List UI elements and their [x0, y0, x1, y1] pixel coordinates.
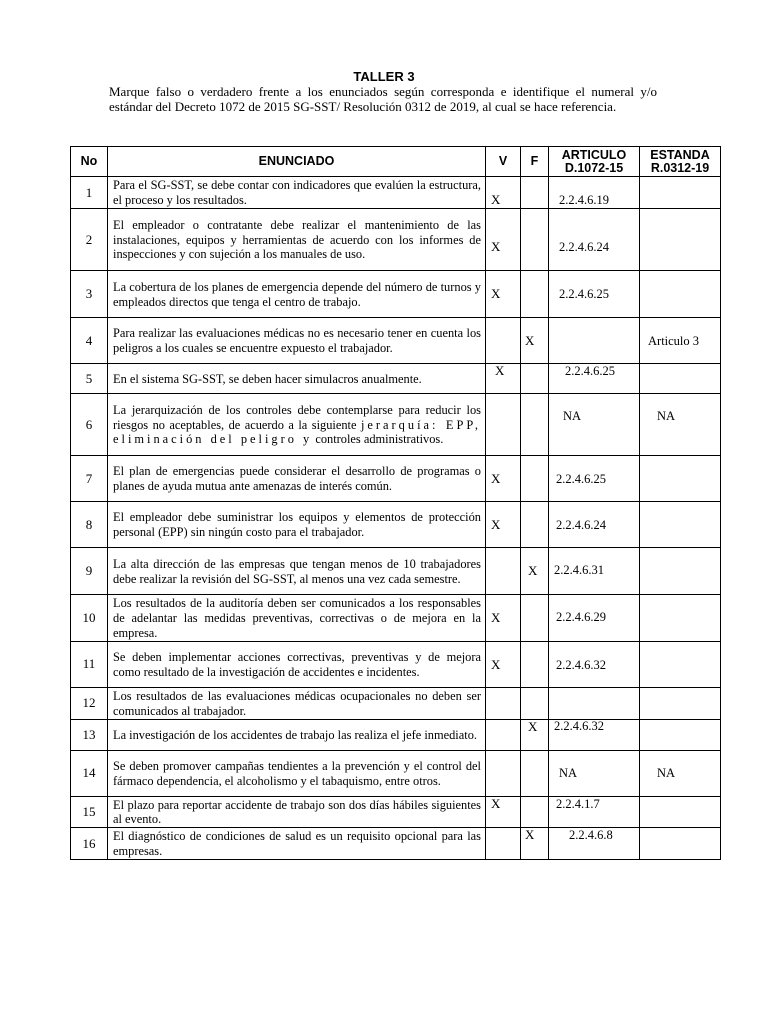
header-enunciado: ENUNCIADO: [108, 147, 486, 177]
row-v-cell: [486, 548, 521, 595]
header-articulo-line1: ARTICULO: [561, 147, 627, 162]
row-estandar: [640, 177, 721, 209]
row-v-cell: [486, 796, 521, 828]
row-statement: El plazo para reportar accidente de trabajo son dos días hábiles siguientes al evento.: [108, 796, 486, 828]
row-number: 6: [71, 394, 108, 456]
row-number: 14: [71, 750, 108, 796]
header-estandar: [640, 147, 721, 177]
table-row: [71, 364, 721, 394]
row-articulo-text: 2.2.4.6.24: [556, 518, 606, 532]
row-number: 9: [71, 548, 108, 595]
row-articulo: [549, 641, 640, 687]
table-row: [71, 456, 721, 502]
row-statement-part1: La jerarquización de los controles debe contemplarse para reducir los riesgos no aceptables, de acuerdo a la siguiente: [113, 402, 481, 432]
table-row: [71, 502, 721, 548]
header-f: F: [521, 147, 549, 177]
row-articulo: [549, 318, 640, 364]
row-number: 12: [71, 687, 108, 719]
table-row: [71, 687, 721, 719]
row-v-mark: X: [491, 795, 501, 811]
row-articulo: [549, 548, 640, 595]
row-v-cell: [486, 719, 521, 750]
row-articulo: [549, 502, 640, 548]
row-number: 4: [71, 318, 108, 364]
table-row: [71, 641, 721, 687]
questions-table: [70, 146, 721, 860]
row-statement: El empleador o contratante debe realizar el mantenimiento de las instalaciones, equipos y herramientas de acuerdo con los informes de inspecciones y con sujeción a los manuales de uso.: [108, 209, 486, 271]
row-number: 5: [71, 364, 108, 394]
row-statement: Los resultados de la auditoría deben ser comunicados a los responsables de adelantar las medidas preventivas, correctivas o de mejora en la empresa.: [108, 595, 486, 642]
row-number: 7: [71, 456, 108, 502]
row-f-cell: [521, 719, 549, 750]
row-statement: El diagnóstico de condiciones de salud es un requisito opcional para las empresas.: [108, 828, 486, 860]
row-articulo-text: 2.2.4.6.8: [569, 828, 613, 843]
row-number: 13: [71, 719, 108, 750]
row-statement: Los resultados de las evaluaciones médicas ocupacionales no deben ser comunicados al trabajador.: [108, 687, 486, 719]
row-statement: En el sistema SG-SST, se deben hacer simulacros anualmente.: [108, 364, 486, 394]
row-statement-part3: controles administrativos.: [315, 432, 444, 447]
row-f-cell: [521, 502, 549, 548]
row-articulo: [549, 595, 640, 642]
row-number: 11: [71, 641, 108, 687]
row-statement: Para realizar las evaluaciones médicas no es necesario tener en cuenta los peligros a los cuales se encuentre expuesto el trabajador.: [108, 318, 486, 364]
row-estandar: [640, 548, 721, 595]
header-v: V: [486, 147, 521, 177]
header-articulo-line2: D.1072-15: [564, 160, 624, 175]
row-articulo-text: 2.2.4.6.19: [559, 193, 609, 207]
row-number: 2: [71, 209, 108, 271]
row-articulo-text: 2.2.4.6.25: [556, 472, 606, 486]
row-statement: La investigación de los accidentes de trabajo las realiza el jefe inmediato.: [108, 719, 486, 750]
row-v-cell: [486, 595, 521, 642]
row-statement: El empleador debe suministrar los equipos y elementos de protección personal (EPP) sin ningún costo para el trabajador.: [108, 502, 486, 548]
row-statement: Se deben implementar acciones correctivas, preventivas y de mejora como resultado de la investigación de accidentes e incidentes.: [108, 641, 486, 687]
row-estandar: [640, 641, 721, 687]
row-v-cell: [486, 502, 521, 548]
row-estandar: [640, 318, 721, 364]
row-v-cell: [486, 364, 521, 394]
row-f-cell: [521, 394, 549, 456]
row-f-cell: [521, 796, 549, 828]
row-f-cell: [521, 641, 549, 687]
row-v-cell: [486, 828, 521, 860]
row-f-mark: X: [528, 718, 538, 734]
row-articulo-text: 2.2.4.6.32: [554, 718, 604, 733]
row-articulo: [549, 796, 640, 828]
row-v-mark: X: [491, 192, 501, 207]
row-statement: La alta dirección de las empresas que tengan menos de 10 trabajadores debe realizar la revisión del SG-SST, al menos una vez cada semestre.: [108, 548, 486, 595]
table-row: [71, 271, 721, 318]
row-statement: La cobertura de los planes de emergencia depende del número de turnos y empleados directos que tenga el centro de trabajo.: [108, 271, 486, 318]
row-v-mark: X: [491, 239, 501, 254]
row-articulo: [549, 177, 640, 209]
row-articulo: [549, 456, 640, 502]
table-row: [71, 318, 721, 364]
row-articulo-text: NA: [563, 409, 582, 423]
table-header-row: [71, 147, 721, 177]
table-row: [71, 719, 721, 750]
row-f-cell: [521, 456, 549, 502]
row-v-mark: X: [491, 471, 501, 486]
row-articulo-text: 2.2.4.6.25: [559, 287, 609, 301]
row-v-cell: [486, 209, 521, 271]
row-estandar: [640, 364, 721, 394]
row-estandar: [640, 828, 721, 860]
row-v-cell: [486, 641, 521, 687]
row-f-cell: [521, 595, 549, 642]
row-f-cell: [521, 828, 549, 860]
table-row: [71, 828, 721, 860]
row-statement: El plan de emergencias puede considerar el desarrollo de programas o planes de ayuda mutua ante amenazas de interés común.: [108, 456, 486, 502]
row-estandar: [640, 271, 721, 318]
row-statement-part2: jerarquía: EPP, eliminación del peligro y: [113, 417, 481, 447]
row-v-mark: X: [491, 656, 501, 672]
row-v-cell: [486, 271, 521, 318]
row-estandar: [640, 456, 721, 502]
row-number: 15: [71, 796, 108, 828]
row-articulo: [549, 271, 640, 318]
row-estandar-text: Articulo 3: [648, 334, 700, 348]
row-v-cell: [486, 318, 521, 364]
row-estandar: [640, 502, 721, 548]
row-v-mark: X: [495, 363, 505, 378]
row-statement: Para el SG-SST, se debe contar con indicadores que evalúen la estructura, el proceso y los resultados.: [108, 177, 486, 209]
row-articulo: [549, 394, 640, 456]
row-number: 10: [71, 595, 108, 642]
row-articulo: [549, 828, 640, 860]
row-articulo: [549, 750, 640, 796]
row-statement: [108, 394, 486, 456]
header-articulo: [549, 147, 640, 177]
row-f-cell: [521, 687, 549, 719]
row-statement: Se deben promover campañas tendientes a la prevención y el control del fármaco dependencia, el alcoholismo y el tabaquismo, entre otros.: [108, 750, 486, 796]
row-estandar-text: NA: [657, 765, 676, 780]
row-articulo-text: 2.2.4.6.24: [559, 240, 609, 254]
row-number: 1: [71, 177, 108, 209]
table-row: [71, 796, 721, 828]
row-estandar: [640, 394, 721, 456]
row-articulo-text: 2.2.4.6.29: [556, 610, 606, 624]
row-f-cell: [521, 209, 549, 271]
row-v-cell: [486, 456, 521, 502]
table-row: [71, 394, 721, 456]
table-row: [71, 595, 721, 642]
row-estandar: [640, 796, 721, 828]
row-estandar: [640, 719, 721, 750]
header-estandar-line1: ESTANDA: [650, 147, 710, 162]
instructions-paragraph: Marque falso o verdadero frente a los enunciados según corresponda e identifique el numeral y/o estándar del Decreto 1072 de 2015 SG-SST/ Resolución 0312 de 2019, al cual se hace referencia.: [109, 84, 657, 114]
row-articulo: [549, 687, 640, 719]
row-f-cell: [521, 318, 549, 364]
row-articulo-text: 2.2.4.1.7: [556, 796, 600, 811]
row-articulo: [549, 209, 640, 271]
row-f-cell: [521, 177, 549, 209]
row-number: 16: [71, 828, 108, 860]
row-estandar-text: NA: [657, 409, 676, 423]
row-articulo-text: 2.2.4.6.31: [554, 563, 604, 577]
row-estandar: [640, 750, 721, 796]
row-number: 3: [71, 271, 108, 318]
table-row: [71, 750, 721, 796]
row-v-mark: X: [491, 517, 501, 532]
row-f-mark: X: [525, 333, 535, 348]
row-articulo-text: NA: [559, 765, 578, 780]
row-v-mark: X: [491, 610, 501, 625]
table-row: [71, 548, 721, 595]
row-f-cell: [521, 750, 549, 796]
row-f-cell: [521, 364, 549, 394]
table-row: [71, 209, 721, 271]
row-articulo: [549, 719, 640, 750]
row-articulo: [549, 364, 640, 394]
row-estandar: [640, 687, 721, 719]
row-f-mark: X: [525, 827, 535, 843]
row-estandar: [640, 595, 721, 642]
row-v-cell: [486, 177, 521, 209]
row-f-cell: [521, 271, 549, 318]
row-articulo-text: 2.2.4.6.32: [556, 657, 606, 672]
table-row: [71, 177, 721, 209]
document-title: TALLER 3: [353, 69, 415, 84]
row-v-mark: X: [491, 286, 501, 301]
row-f-mark: X: [528, 563, 538, 578]
row-v-cell: [486, 687, 521, 719]
row-v-cell: [486, 394, 521, 456]
row-f-cell: [521, 548, 549, 595]
row-estandar: [640, 209, 721, 271]
row-number: 8: [71, 502, 108, 548]
header-estandar-line2: R.0312-19: [650, 160, 710, 175]
row-v-cell: [486, 750, 521, 796]
row-articulo-text: 2.2.4.6.25: [565, 364, 615, 378]
header-no: No: [71, 147, 108, 177]
